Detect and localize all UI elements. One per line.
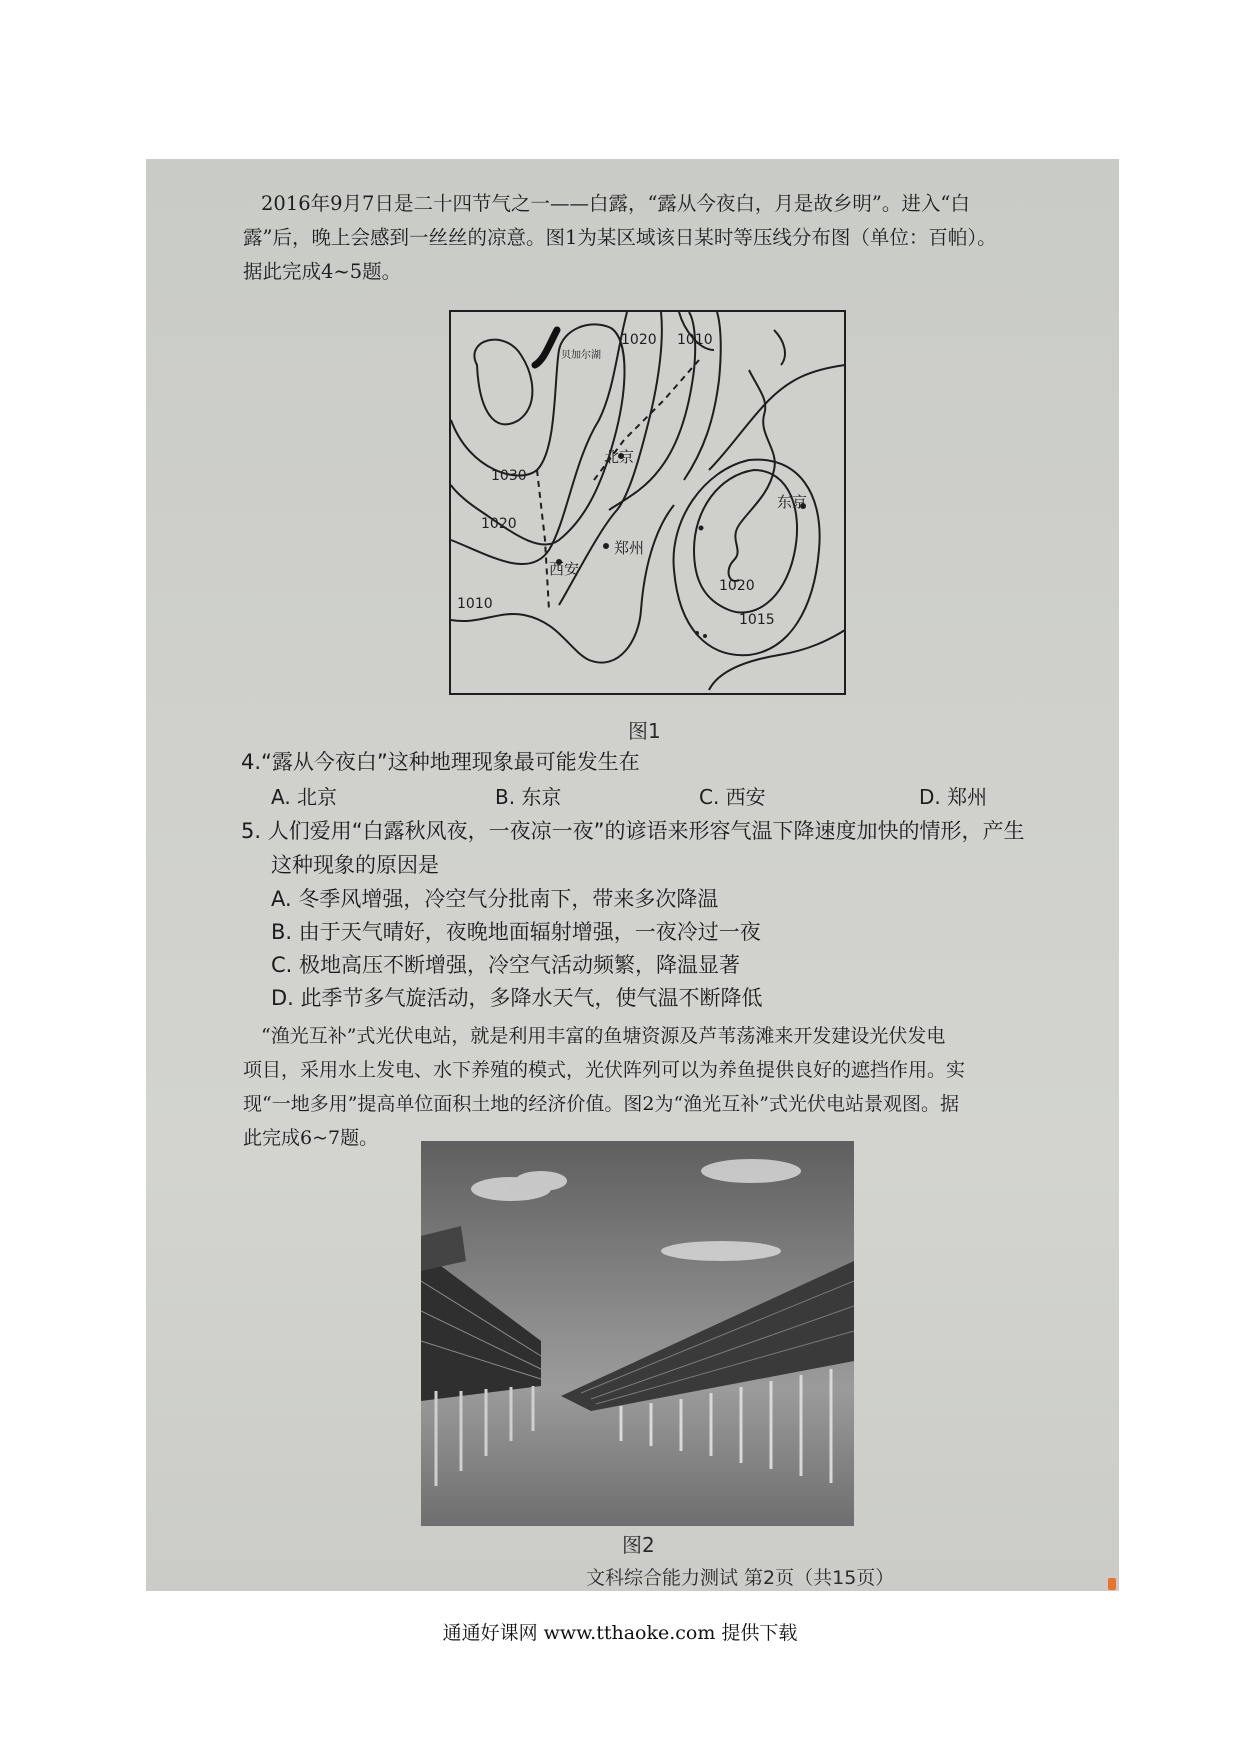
passage2-line4: 此完成6~7题。: [243, 1127, 379, 1149]
question4-stem: 4.“露从今夜白”这种地理现象最可能发生在: [241, 750, 640, 774]
scanned-page: [146, 159, 1119, 1591]
q5-option-d[interactable]: D. 此季节多气旋活动，多降水天气，使气温不断降低: [271, 986, 763, 1010]
isobar-label: 1015: [739, 612, 775, 628]
q4-option-c[interactable]: C. 西安: [699, 785, 766, 809]
q4-option-d[interactable]: D. 郑州: [919, 785, 988, 809]
figure1-caption: 图1: [628, 719, 661, 743]
isobar-label: 1020: [719, 578, 755, 594]
isobar-label: 1020: [621, 332, 657, 348]
page-footer: 文科综合能力测试 第2页（共15页）: [586, 1567, 895, 1589]
passage2-line2: 项目，采用水上发电、水下养殖的模式，光伏阵列可以为养鱼提供良好的遮挡作用。实: [243, 1059, 966, 1081]
question4-options: [271, 781, 1011, 815]
lake-label: 贝加尔湖: [561, 350, 601, 361]
isobar-label: 1020: [481, 516, 517, 532]
q5-option-b[interactable]: B. 由于天气晴好，夜晚地面辐射增强，一夜冷过一夜: [271, 920, 761, 944]
isobar-map: [449, 310, 846, 695]
isobar-label: 1010: [457, 596, 493, 612]
download-note: 通通好课网 www.tthaoke.com 提供下载: [442, 1622, 798, 1644]
question5-stem-line2: 这种现象的原因是: [271, 853, 439, 877]
passage2-line3: 现“一地多用”提高单位面积土地的经济价值。图2为“渔光互补”式光伏电站景观图。据: [243, 1093, 959, 1115]
passage1-line2: 露”后，晚上会感到一丝丝的凉意。图1为某区域该日某时等压线分布图（单位：百帕）。: [243, 226, 997, 249]
q4-option-a[interactable]: A. 北京: [271, 785, 338, 809]
figure2-caption: 图2: [622, 1533, 655, 1557]
q5-option-a[interactable]: A. 冬季风增强，冷空气分批南下，带来多次降温: [271, 887, 719, 911]
city-xian: 西安: [549, 560, 580, 578]
city-tokyo: 东京: [777, 493, 808, 511]
question5-stem-line1: 5. 人们爱用“白露秋风夜，一夜凉一夜”的谚语来形容气温下降速度加快的情形，产生: [241, 819, 1025, 843]
passage1-line3: 据此完成4~5题。: [243, 260, 402, 283]
city-beijing: 北京: [604, 448, 635, 466]
isobar-label: 1010: [677, 332, 713, 348]
city-zhengzhou: 郑州: [614, 539, 645, 557]
q5-option-c[interactable]: C. 极地高压不断增强，冷空气活动频繁，降温显著: [271, 953, 741, 977]
solar-plant-photo: [421, 1141, 854, 1526]
passage1-line1: 2016年9月7日是二十四节气之一——白露，“露从今夜白，月是故乡明”。进入“白: [261, 192, 970, 215]
q4-option-b[interactable]: B. 东京: [495, 785, 562, 809]
isobar-label: 1030: [491, 468, 527, 484]
corner-mark: [1108, 1578, 1116, 1590]
passage2-line1: “渔光互补”式光伏电站，就是利用丰富的鱼塘资源及芦苇荡滩来开发建设光伏发电: [261, 1025, 946, 1047]
